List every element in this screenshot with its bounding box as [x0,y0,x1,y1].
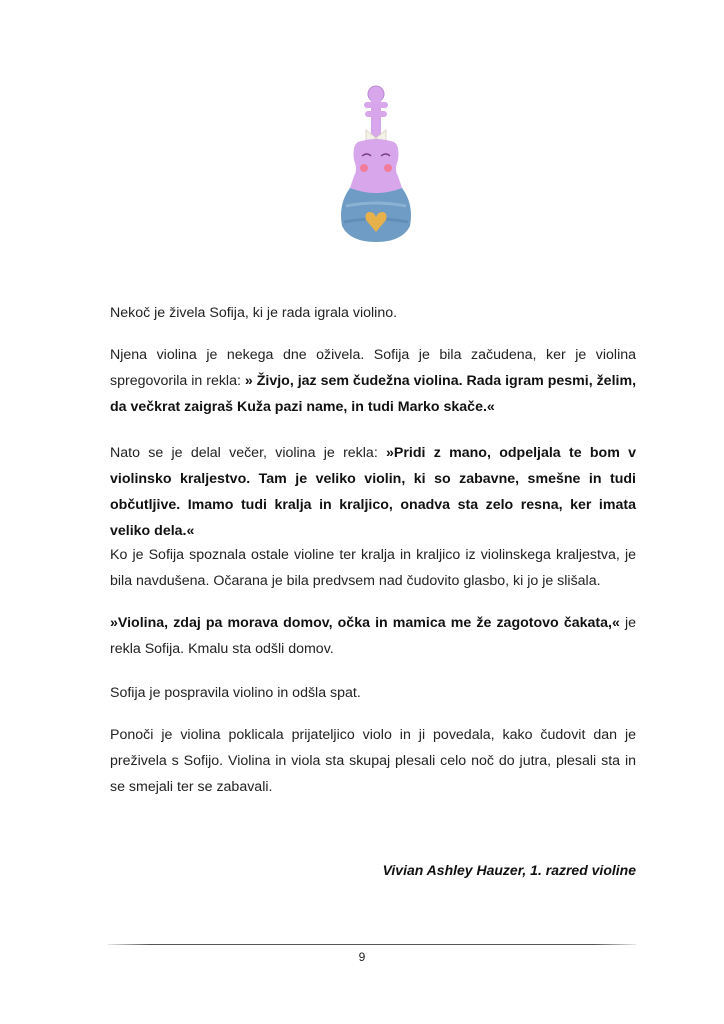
paragraph-3-text: Nato se je delal večer, violina je rekla: [110,445,387,461]
violin-upper-body [350,139,402,194]
paragraph-1-text: Nekoč je živela Sofija, ki je rada igrala violino. [110,305,398,321]
paragraph-7 [110,722,636,800]
paragraph-4-text: Ko je Sofija spoznala ostale violine ter kralja in kraljico iz violinskega kraljestva, je bila navdušena. Očarana je bila predvsem nad čudovito glasbo, ki jo je slišala. [110,547,636,589]
paragraph-5-quote: »Violina, zdaj pa morava domov, očka in mamica me že zagotovo čakata,« [110,615,620,631]
page-number: 9 [358,950,366,964]
violin-scroll-icon [364,86,388,138]
violin-dress [341,188,411,242]
paragraph-6-text: Sofija je pospravila violino in odšla spat. [110,685,361,701]
paragraph-5-text: je rekla Sofija. Kmalu sta odšli domov. [110,615,637,657]
paragraph-7-text: Ponoči je violina poklicala prijateljico violo in ji povedala, kako čudovit dan je preživela s Sofijo. Violina in viola sta skupaj plesali celo noč do jutra, plesali sta in se smejali ter se zabavali. [110,727,636,795]
paragraph-4 [110,542,636,594]
paragraph-1 [110,300,636,326]
paragraph-2-text: Njena violina je nekega dne oživela. Sofija je bila začudena, ker je violina spregovorila in rekla: [110,347,636,389]
footer-divider [108,944,636,945]
paragraph-2-quote: » Živjo, jaz sem čudežna violina. Rada igram pesmi, želim, da večkrat zaigraš Kuža pazi name, in tudi Marko skače.« [110,373,637,415]
paragraph-5 [110,610,636,662]
paragraph-3 [110,440,636,544]
paragraph-2 [110,342,636,420]
paragraph-6 [110,680,636,706]
violin-character-illustration [336,84,416,246]
author-signature: Vivian Ashley Hauzer, 1. razred violine [382,862,636,878]
paragraph-3-quote: »Pridi z mano, odpeljala te bom v violinsko kraljestvo. Tam je veliko violin, ki so zabavne, smešne in tudi občutljive. Imamo tudi kralja in kraljico, onadva sta zelo resna, ker imata veliko dela.« [110,445,636,539]
